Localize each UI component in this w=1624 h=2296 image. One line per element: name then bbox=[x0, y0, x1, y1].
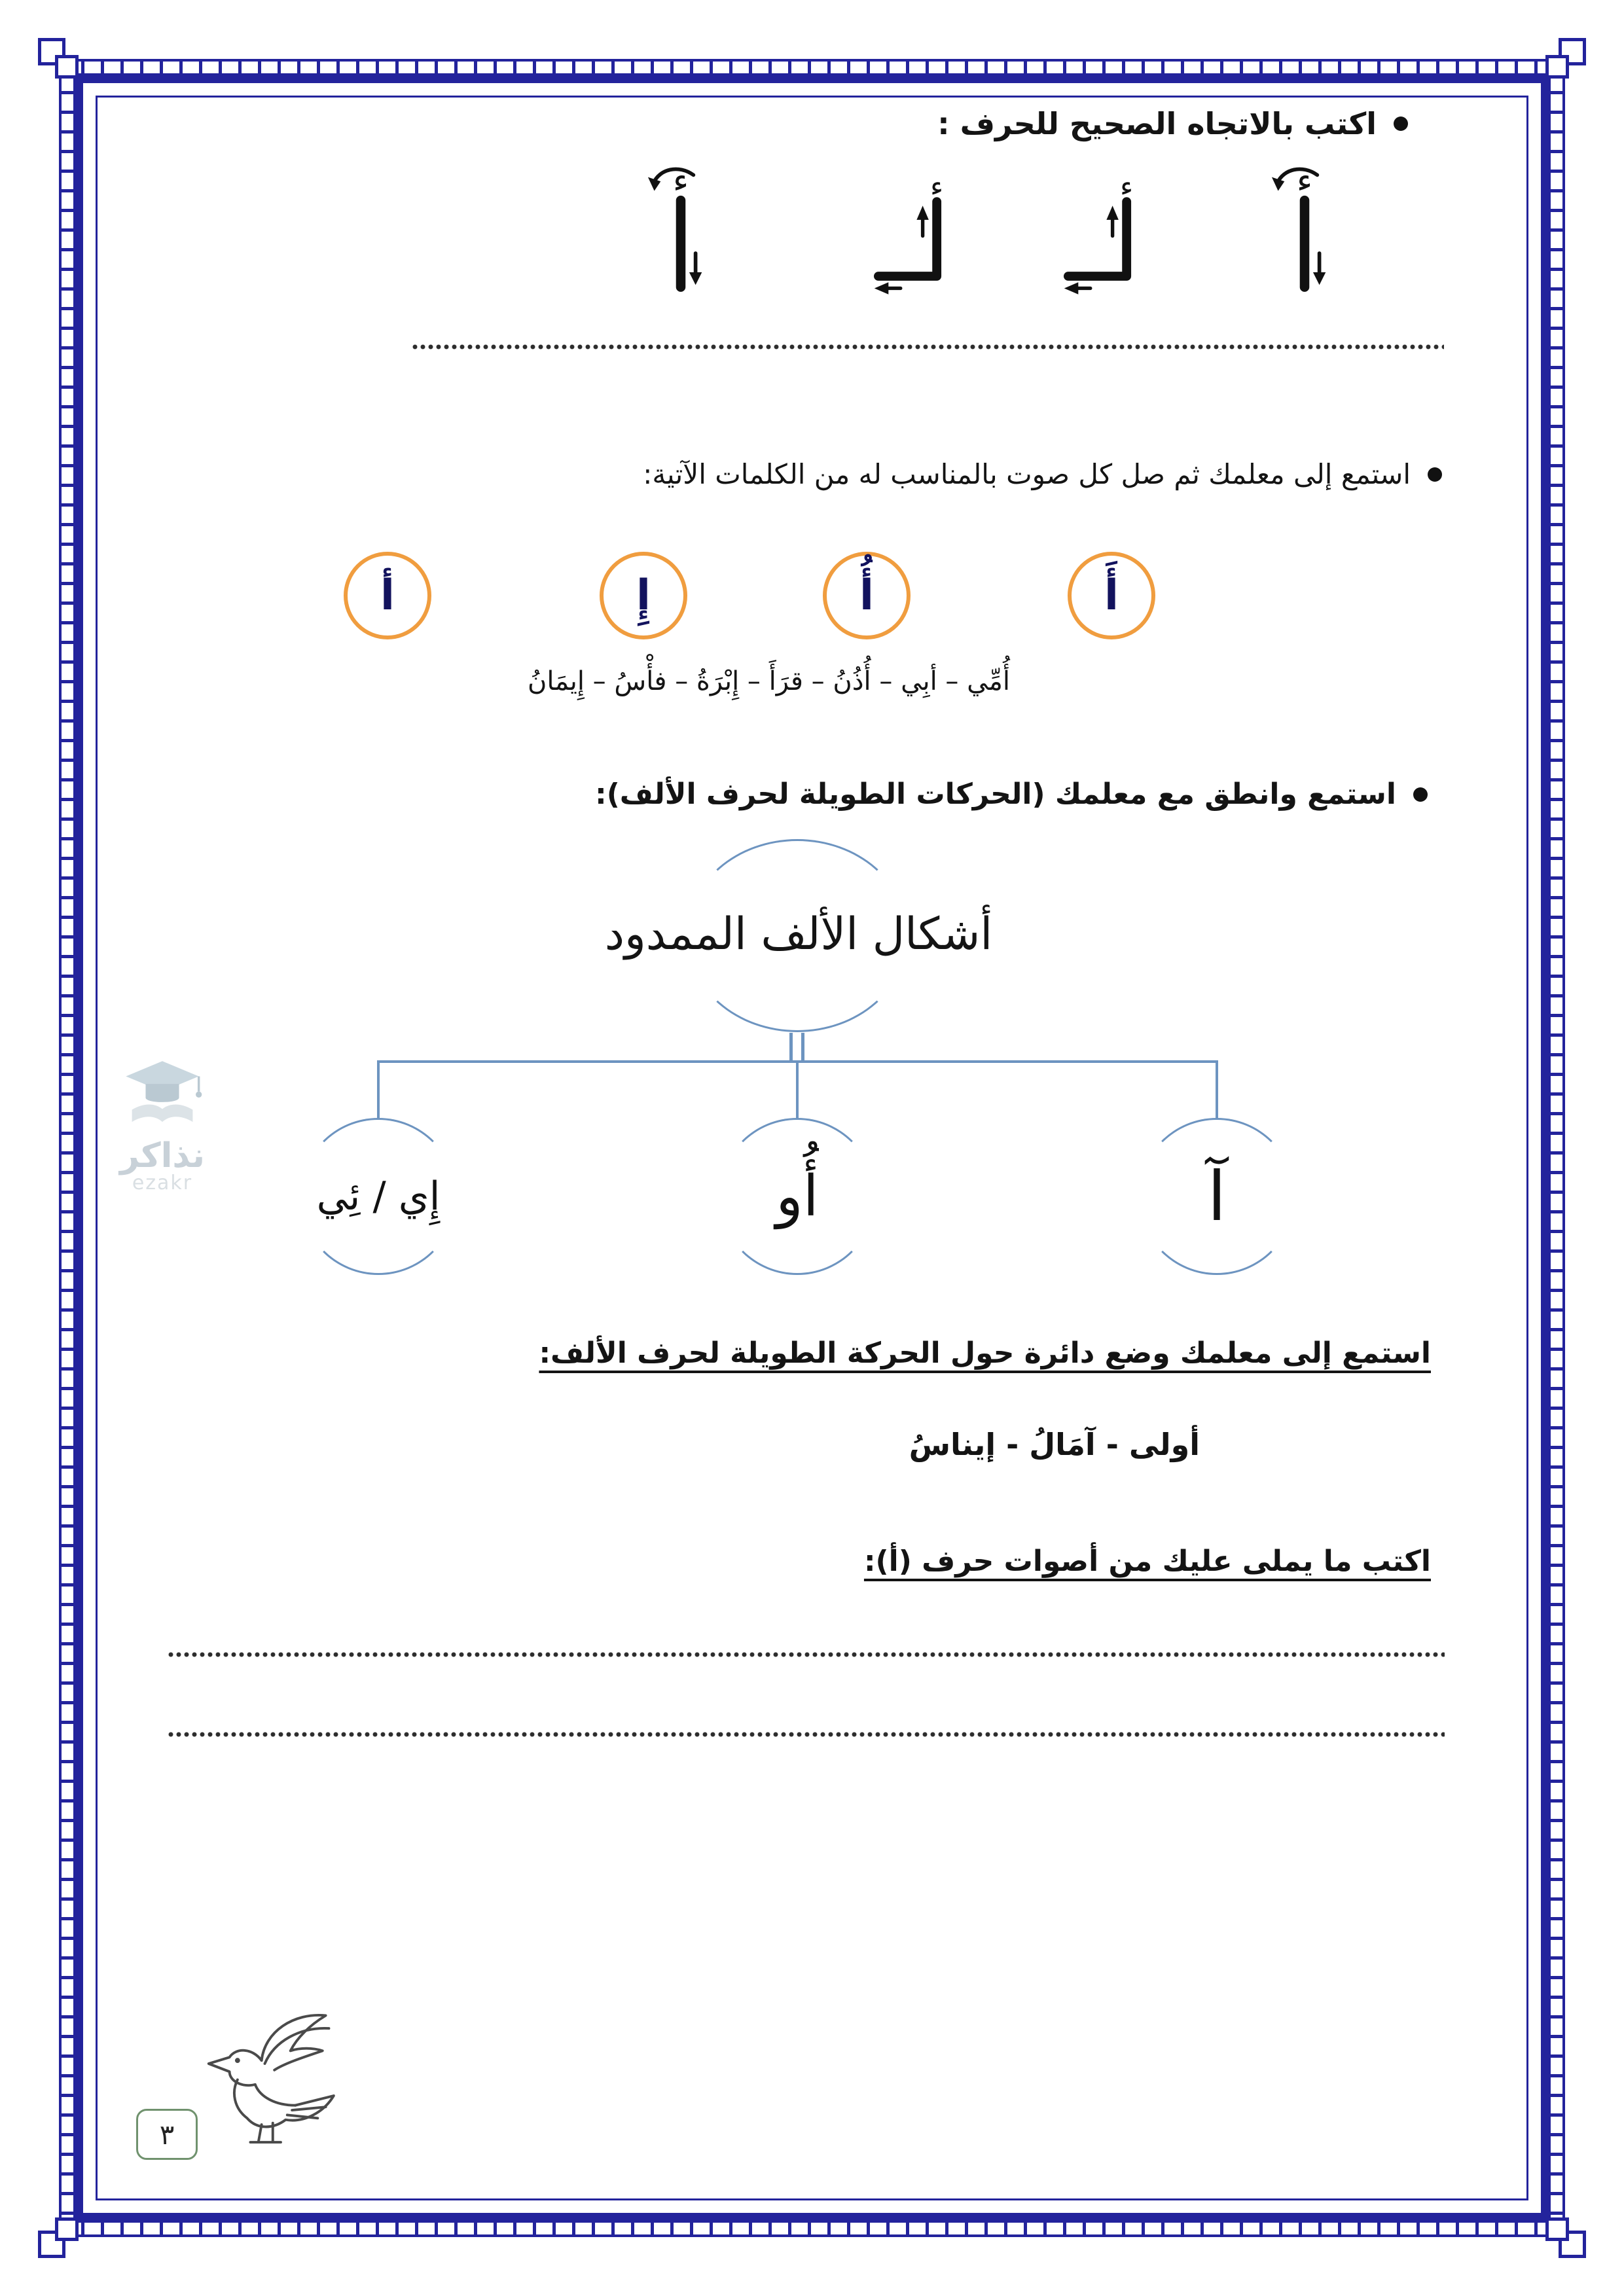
watermark-latin-text: ezakr bbox=[132, 1172, 193, 1194]
diagram-branch-stub bbox=[796, 1060, 799, 1118]
bullet-icon bbox=[1394, 117, 1408, 131]
sound-circle bbox=[344, 552, 431, 639]
diagram-child-label: آ bbox=[1207, 1157, 1227, 1236]
instruction-write-direction-text: اكتب بالاتجاه الصحيح للحرف : bbox=[937, 106, 1377, 141]
diagram-branch-stub bbox=[1216, 1060, 1218, 1118]
page-number-badge bbox=[136, 2109, 198, 2160]
alif-final-stroke-icon bbox=[1054, 171, 1165, 302]
border-tick-pattern-left bbox=[62, 62, 73, 2234]
bullet-icon bbox=[1413, 787, 1428, 802]
instruction-listen-connect bbox=[643, 458, 1442, 490]
instruction-listen-connect-text: استمع إلى معلمك ثم صل كل صوت بالمناسب له من الكلمات الآتية: bbox=[643, 458, 1411, 490]
sound-circle bbox=[600, 552, 687, 639]
answer-dotted-line bbox=[167, 1649, 1445, 1660]
answer-dotted-line bbox=[167, 1729, 1445, 1740]
diagram-connector bbox=[801, 1033, 804, 1063]
sound-circle-letter: إِ bbox=[636, 571, 651, 620]
heading-circle-long-vowel: استمع إلى معلمك وضع دائرة حول الحركة الطويلة لحرف الألف: bbox=[539, 1336, 1431, 1370]
page-number: ٣ bbox=[159, 2118, 175, 2151]
border-tick-pattern-top bbox=[62, 62, 1562, 73]
border-tick-pattern-right bbox=[1551, 62, 1562, 2234]
diagram-child-label: إِي / ئِي bbox=[316, 1174, 441, 1219]
instruction-listen-pronounce bbox=[595, 778, 1428, 811]
svg-text:ء: ء bbox=[1120, 171, 1134, 203]
instruction-listen-pronounce-text: استمع وانطق مع معلمك (الحركات الطويلة لحرف الألف): bbox=[595, 778, 1396, 811]
sound-circle bbox=[823, 552, 911, 639]
diagram-branch-stub bbox=[377, 1060, 380, 1118]
border-tick-pattern-bottom bbox=[62, 2223, 1562, 2234]
svg-text:ء: ء bbox=[672, 162, 689, 201]
diagram-child-ring bbox=[719, 1118, 876, 1275]
diagram-root-label: أشكال الألف الممدود bbox=[604, 908, 993, 960]
bullet-icon bbox=[1428, 467, 1442, 482]
svg-text:ء: ء bbox=[1296, 162, 1313, 201]
diagram-connector bbox=[789, 1033, 793, 1063]
diagram-child-circle bbox=[1138, 1118, 1295, 1275]
corner-ornament-top-left bbox=[38, 38, 94, 94]
diagram-child-label: أُو bbox=[776, 1164, 819, 1229]
word-choices-line: أولى - آمَالُ - إيناسُ bbox=[909, 1427, 1200, 1462]
sound-circle-letter: أُ bbox=[859, 571, 874, 620]
alif-isolated-stroke-icon bbox=[1262, 162, 1347, 300]
corner-ornament-bottom-right bbox=[1530, 2202, 1586, 2258]
sound-circle-letter: أ bbox=[380, 571, 395, 620]
dove-sketch-icon bbox=[185, 2000, 345, 2160]
word-list-line: أُمِّي – أبِي – أُذُنُ – قرَأَ – إِبْرَةُ – فأْسُ – إِيمَانُ bbox=[528, 666, 1010, 696]
sound-circle-letter: أَ bbox=[1104, 571, 1119, 620]
alif-final-stroke-icon bbox=[864, 171, 975, 302]
graduation-cap-book-icon bbox=[117, 1055, 208, 1131]
corner-ornament-bottom-left bbox=[38, 2202, 94, 2258]
svg-text:ء: ء bbox=[930, 171, 944, 203]
practice-dotted-line bbox=[411, 342, 1444, 352]
heading-dictation: اكتب ما يملى عليك من أصوات حرف (أ): bbox=[863, 1545, 1431, 1578]
alif-isolated-stroke-icon bbox=[638, 162, 723, 300]
diagram-child-circle bbox=[300, 1118, 457, 1275]
diagram-child-ring bbox=[300, 1118, 457, 1275]
site-watermark bbox=[77, 1055, 247, 1194]
watermark-arabic-text: نذاكر bbox=[120, 1136, 205, 1175]
instruction-write-direction bbox=[937, 106, 1408, 141]
corner-ornament-top-right bbox=[1530, 38, 1586, 94]
diagram-child-ring bbox=[1138, 1118, 1295, 1275]
diagram-child-circle bbox=[719, 1118, 876, 1275]
sound-circle bbox=[1068, 552, 1155, 639]
